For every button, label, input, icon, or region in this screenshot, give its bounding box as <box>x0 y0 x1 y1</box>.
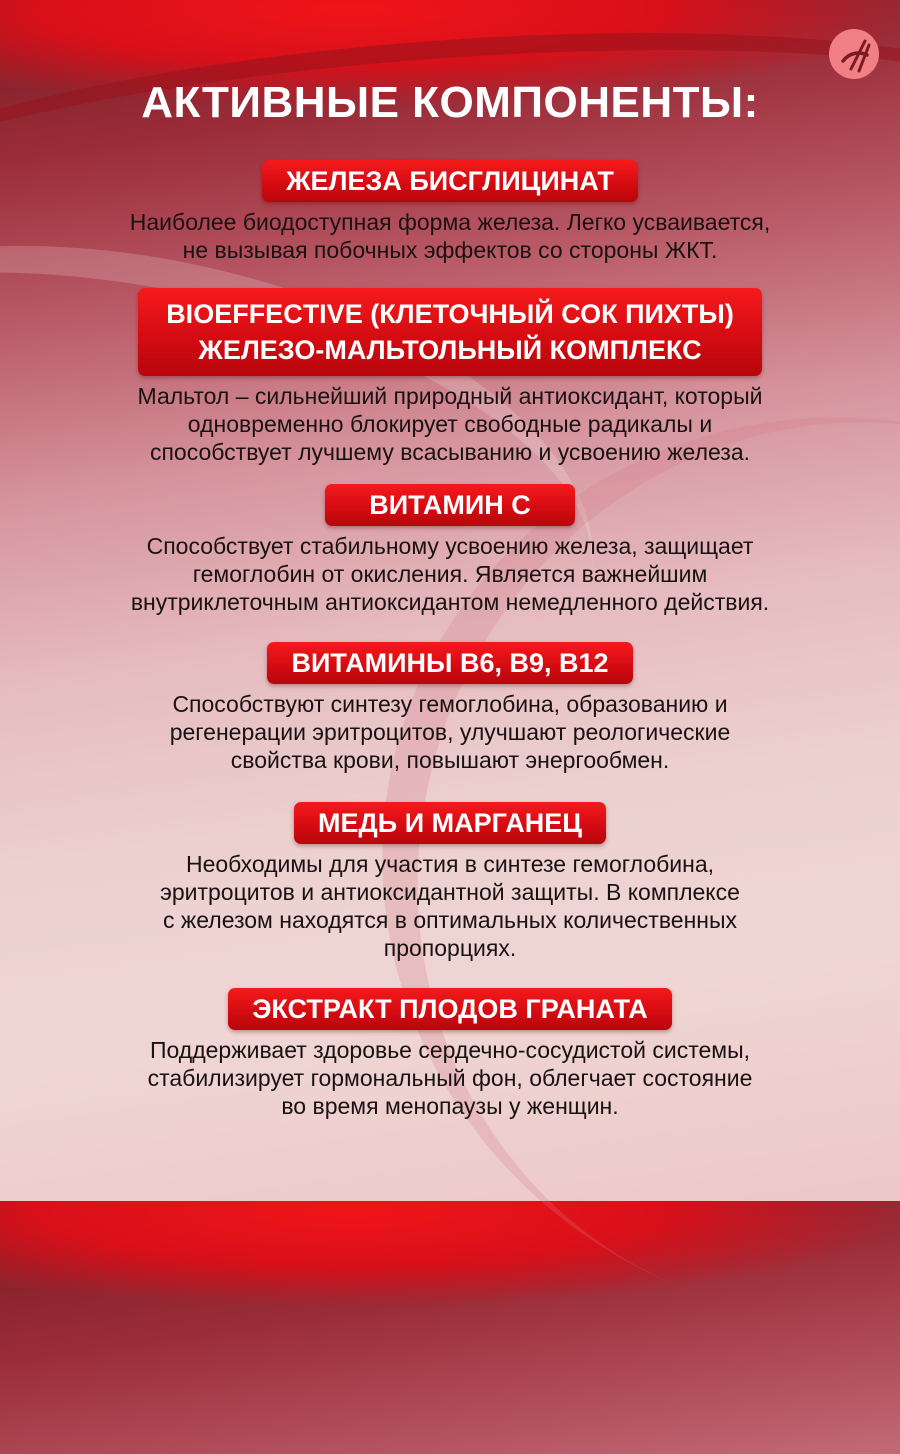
description-line: эритроцитов и антиоксидантной защиты. В комплексе <box>160 879 740 905</box>
description-line: одновременно блокирует свободные радикалы и <box>187 411 713 437</box>
description-line: гемоглобин от окисления. Является важнейшим <box>192 561 708 587</box>
component-description <box>50 1036 850 1120</box>
description-line: с железом находятся в оптимальных количественных <box>162 907 738 933</box>
brand-logo-icon <box>829 29 879 79</box>
component-description <box>50 208 850 264</box>
component-section <box>0 160 900 264</box>
description-line: Поддерживает здоровье сердечно-сосудистой системы, <box>149 1037 751 1063</box>
component-name: МЕДЬ И МАРГАНЕЦ <box>318 808 582 838</box>
component-description <box>50 850 850 962</box>
component-badge <box>294 802 606 844</box>
description-line: способствует лучшему всасыванию и усвоению железа. <box>149 439 751 465</box>
component-description <box>50 690 850 774</box>
component-section <box>0 484 900 616</box>
component-badge <box>138 288 762 376</box>
description-line: пропорциях. <box>383 935 517 961</box>
component-section <box>0 802 900 962</box>
description-line: внутриклеточным антиоксидантом немедленного действия. <box>130 589 770 615</box>
description-line: Наиболее биодоступная форма железа. Легко усваивается, <box>129 209 771 235</box>
component-section <box>0 288 900 466</box>
description-line: регенерации эритроцитов, улучшают реологические <box>169 719 731 745</box>
description-line: свойства крови, повышают энергообмен. <box>230 747 670 773</box>
component-name: ВИТАМИН С <box>369 490 531 520</box>
description-line: Способствуют синтезу гемоглобина, образованию и <box>172 691 728 717</box>
component-name: BIOEFFECTIVE (КЛЕТОЧНЫЙ СОК ПИХТЫ) <box>166 299 734 329</box>
component-name: ЭКСТРАКТ ПЛОДОВ ГРАНАТА <box>252 994 648 1024</box>
component-description <box>50 532 850 616</box>
description-line: Необходимы для участия в синтезе гемоглобина, <box>185 851 715 877</box>
component-badge <box>267 642 632 684</box>
description-line: во время менопаузы у женщин. <box>281 1093 619 1119</box>
description-line: Мальтол – сильнейший природный антиоксидант, который <box>137 383 763 409</box>
component-section <box>0 988 900 1120</box>
description-line: Способствует стабильному усвоению железа, защищает <box>146 533 754 559</box>
page-title: АКТИВНЫЕ КОМПОНЕНТЫ: <box>141 78 759 127</box>
component-badge <box>262 160 638 202</box>
component-badge <box>228 988 672 1030</box>
component-name: ВИТАМИНЫ B6, B9, B12 <box>291 648 609 678</box>
component-name: ЖЕЛЕЗА БИСГЛИЦИНАТ <box>286 166 614 196</box>
description-line: не вызывая побочных эффектов со стороны ЖКТ. <box>182 237 718 263</box>
description-line: стабилизирует гормональный фон, облегчает состояние <box>147 1065 753 1091</box>
component-badge <box>325 484 575 526</box>
component-section <box>0 642 900 774</box>
component-name: ЖЕЛЕЗО-МАЛЬТОЛЬНЫЙ КОМПЛЕКС <box>198 335 702 365</box>
component-description <box>50 382 850 466</box>
